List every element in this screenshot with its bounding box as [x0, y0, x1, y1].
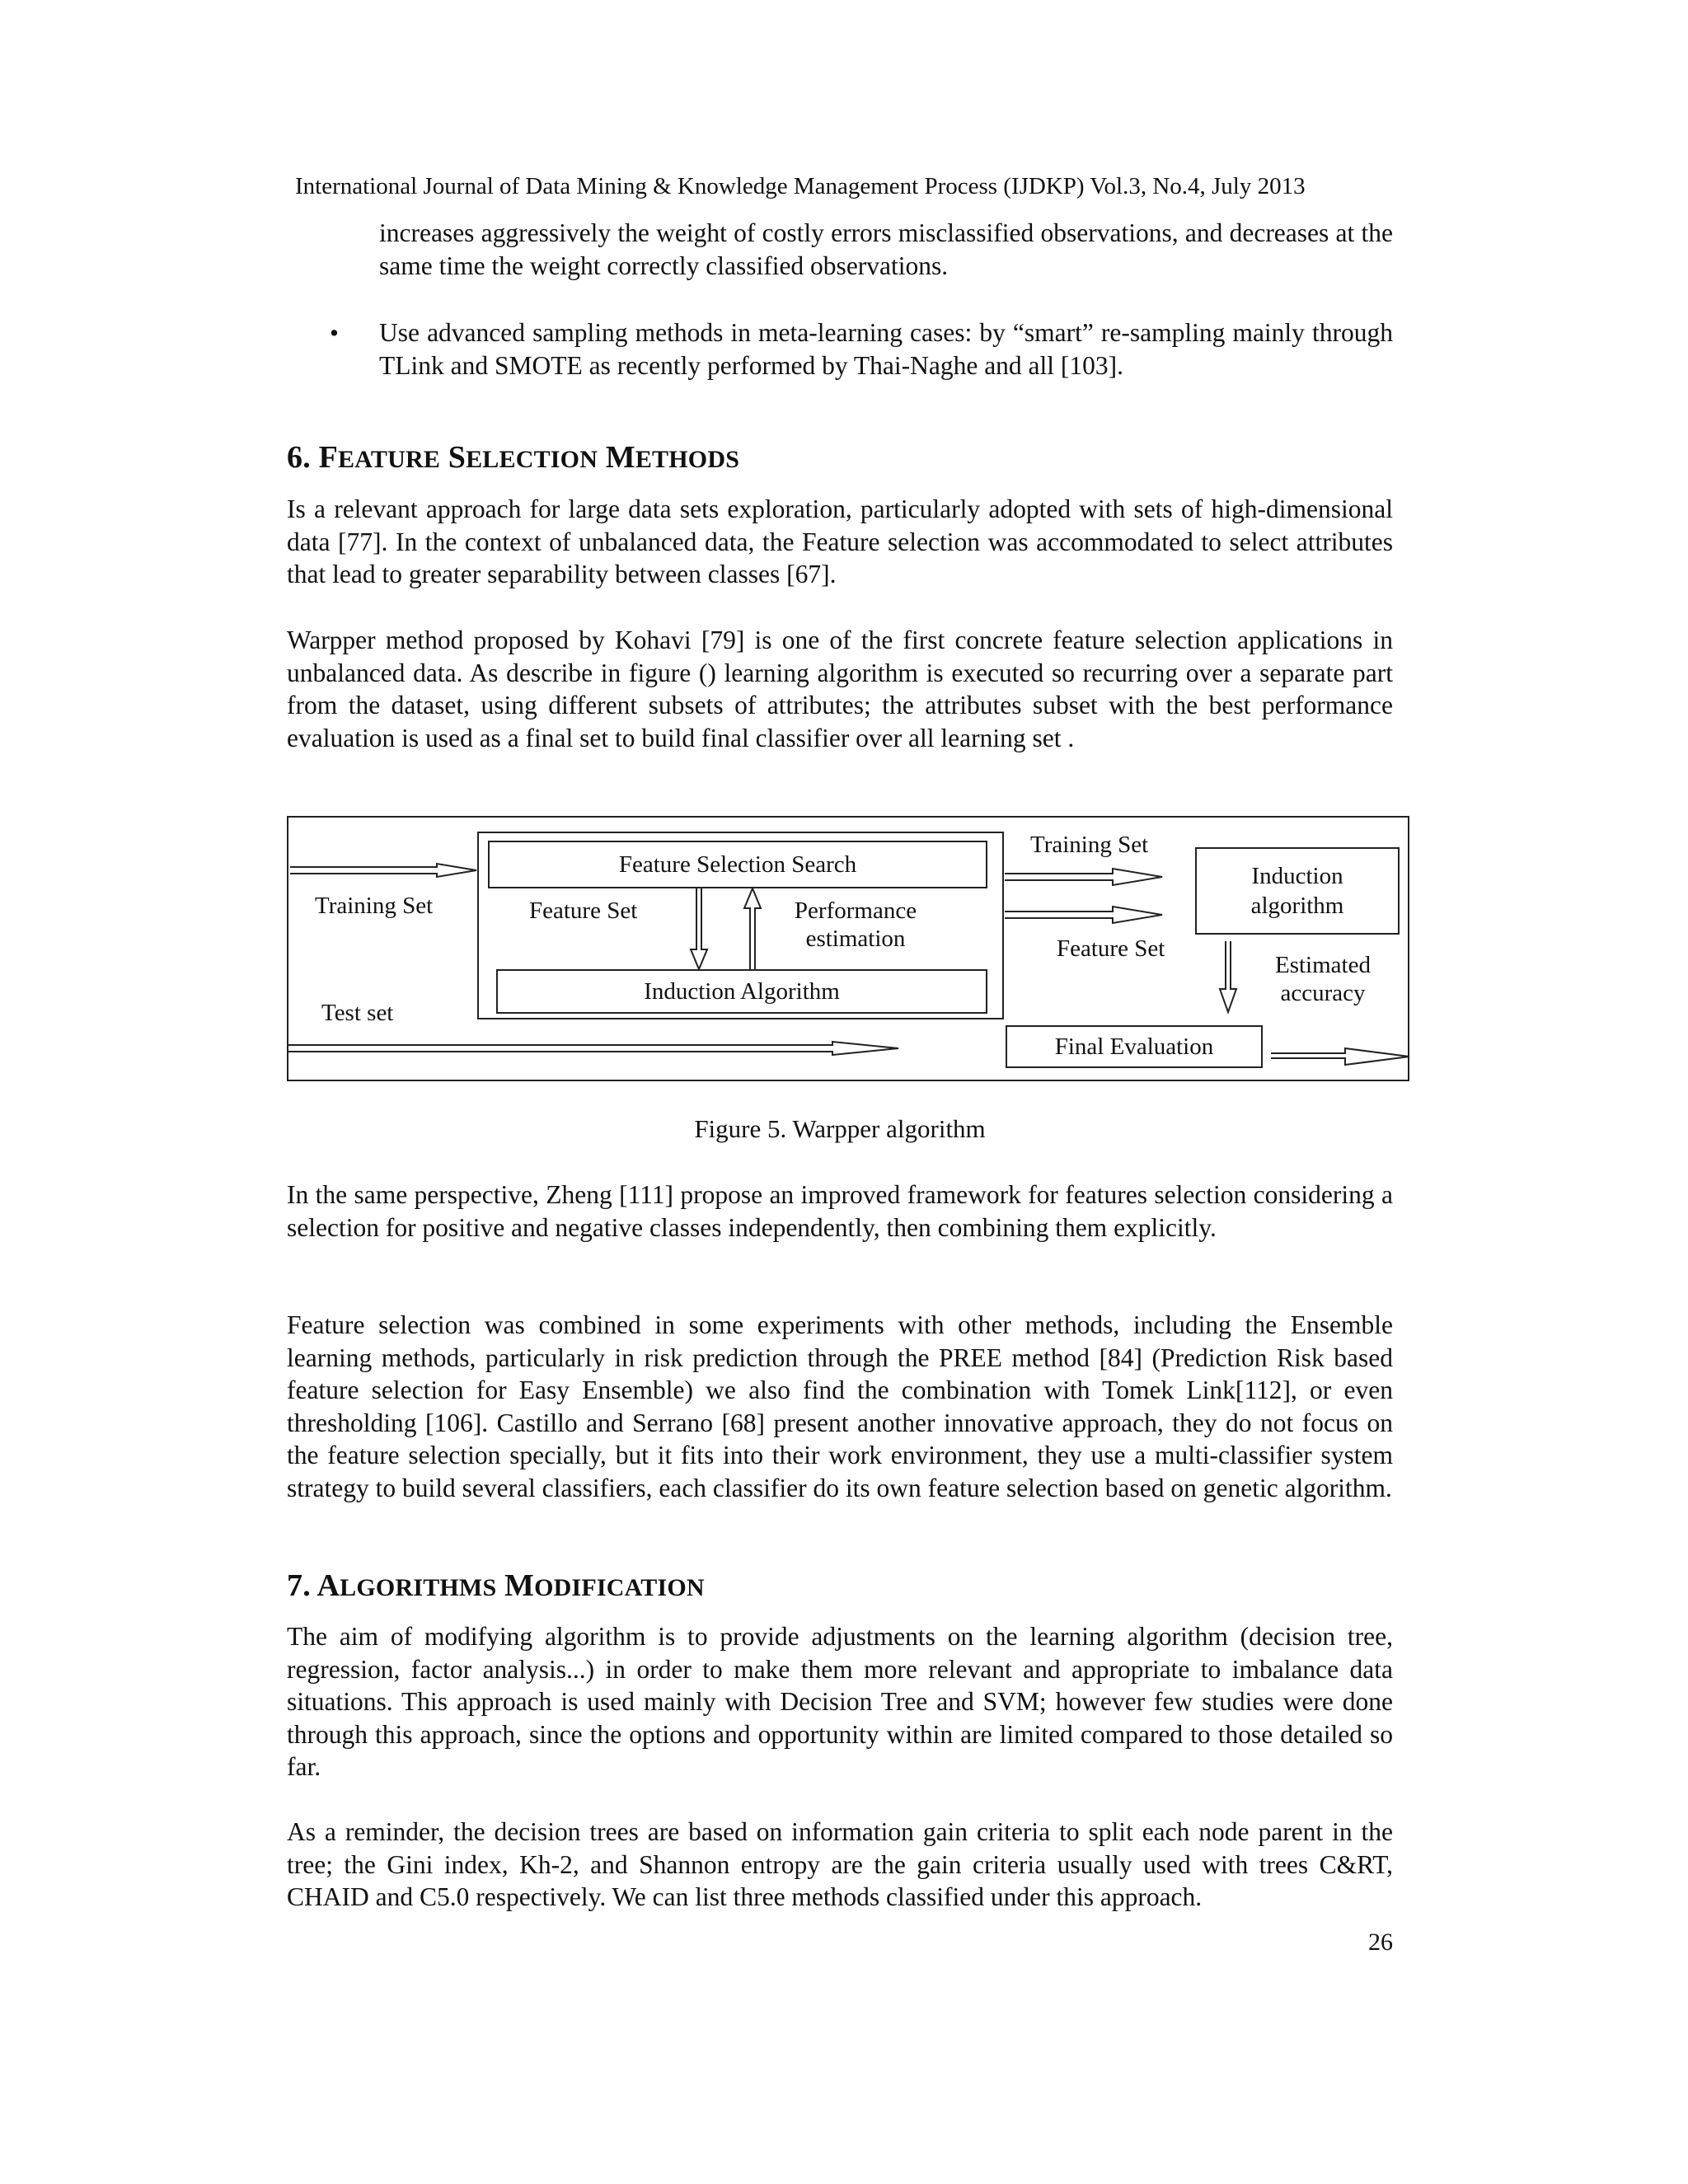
figure-5-caption: Figure 5. Warpper algorithm [694, 1114, 986, 1143]
section-6-paragraph-3: In the same perspective, Zheng [111] propose an improved framework for features selection considering a selection for positive and negative classes independently, then combining them explicitly. [287, 1180, 1393, 1242]
performance-estimation-label: Performance estimation [794, 898, 917, 952]
training-set-right-arrow [1005, 869, 1162, 885]
induction-algorithm-right-box: Induction algorithm [1195, 847, 1400, 935]
section-6-title-word-1: FEATURE [318, 440, 441, 475]
section-7-title-word-2: MODIFICATION [504, 1568, 705, 1603]
section-7-title-word-1: ALGORITHMS [316, 1568, 497, 1603]
training-set-right-label: Training Set [1030, 832, 1149, 858]
final-evaluation-box: Final Evaluation [1006, 1025, 1263, 1068]
training-set-label: Training Set [315, 893, 434, 919]
section-6-paragraph-4: Feature selection was combined in some experiments with other methods, including the Ensemble learning methods, particularly in risk prediction through the PREE method [84] (Prediction Risk based feature selection for Easy Ensemble) we also find the combination with Tomek Link[112], or even thresholding [106]. Castillo and Serrano [68] present another innovative approach, they do not focus on the feature selection specially, but it fits into their work environment, they use a multi-classifier system strategy to build several classifiers, each classifier do its own feature selection based on genetic algorithm. [287, 1310, 1393, 1502]
induction-algorithm-inner-box: Induction Algorithm [496, 969, 987, 1014]
feature-set-inner-label: Feature Set [529, 898, 638, 924]
section-6-paragraph-2: Warpper method proposed by Kohavi [79] is one of the first concrete feature selection applications in unbalanced data. As describe in figure () learning algorithm is executed so recurring over a separate part from the dataset, using different subsets of attributes; the attributes subset with the best performance evaluation is used as a final set to build final classifier over all learning set . [287, 626, 1393, 752]
journal-header: International Journal of Data Mining & Knowledge Management Process (IJDKP) Vol.3, No.4, July 2013 [295, 173, 1306, 199]
section-7-number: 7. [287, 1568, 311, 1603]
performance-up-arrow [744, 888, 761, 969]
accuracy-down-arrow [1220, 941, 1236, 1012]
section-6-title-word-3: METHODS [605, 440, 740, 475]
training-set-arrow [290, 864, 476, 877]
feature-set-right-arrow [1005, 907, 1162, 923]
section-7-heading [287, 1568, 705, 1604]
section-6-number: 6. [287, 440, 311, 475]
warpper-figure [287, 816, 1409, 1081]
test-set-label: Test set [321, 1000, 394, 1026]
feature-set-right-label: Feature Set [1057, 935, 1165, 962]
section-7-paragraph-1: The aim of modifying algorithm is to provide adjustments on the learning algorithm (decision tree, regression, factor analysis...) in order to make them more relevant and appropriate to imbalance data situations. This approach is used mainly with Decision Tree and SVM; however few studies were done through this approach, since the options and opportunity within are limited compared to those detailed so far. [287, 1622, 1393, 1781]
bullet-item-sampling: Use advanced sampling methods in meta-learning cases: by “smart” re-sampling mainly through TLink and SMOTE as recently performed by Thai-Naghe and all [103]. [379, 318, 1393, 380]
bullet-icon: • [330, 318, 339, 347]
section-6-heading [287, 439, 739, 476]
test-set-arrow [288, 1042, 898, 1055]
section-7-paragraph-2: As a reminder, the decision trees are based on information gain criteria to split each node parent in the tree; the Gini index, Kh-2, and Shannon entropy are the gain criteria usually used with trees C&RT, CHAID and C5.0 respectively. We can list three methods classified under this approach. [287, 1817, 1393, 1911]
page-number: 26 [1368, 1929, 1393, 1956]
continued-paragraph: increases aggressively the weight of costly errors misclassified observations, and decreases at the same time the weight correctly classified observations. [379, 218, 1393, 280]
output-arrow [1271, 1048, 1409, 1065]
estimated-accuracy-label: Estimated accuracy [1275, 952, 1371, 1006]
section-6-title-word-2: SELECTION [448, 440, 598, 475]
section-6-paragraph-1: Is a relevant approach for large data sets exploration, particularly adopted with sets of high-dimensional data [77]. In the context of unbalanced data, the Feature selection was accommodated to select attributes that lead to greater separability between classes [67]. [287, 494, 1393, 588]
feature-selection-search-box: Feature Selection Search [488, 841, 987, 888]
feature-set-down-arrow [691, 888, 707, 969]
